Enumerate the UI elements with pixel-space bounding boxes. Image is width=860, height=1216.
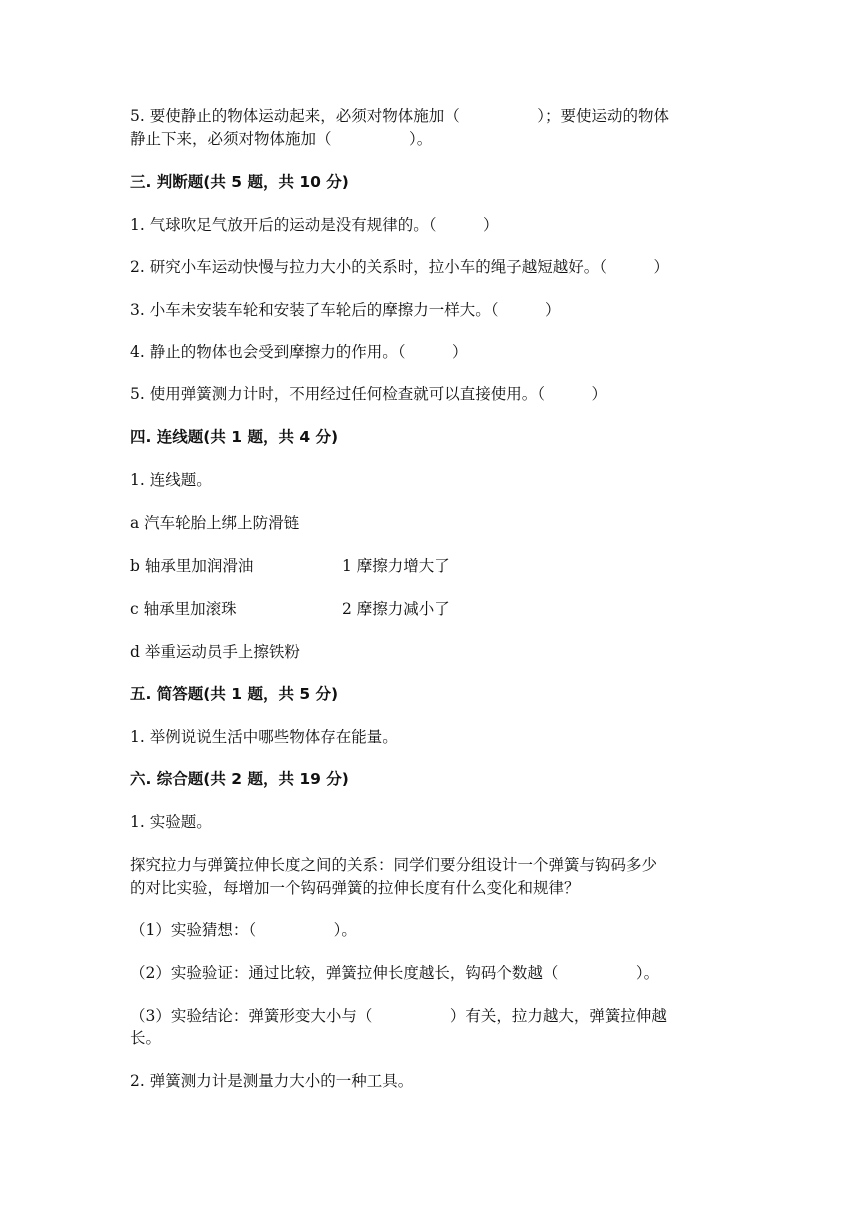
true-false-item-1: 1. 气球吹足气放开后的运动是没有规律的。（ ）: [130, 216, 499, 234]
comprehensive-question-2: 2. 弹簧测力计是测量力大小的一种工具。: [130, 1072, 414, 1090]
question-5-line-2: 静止下来，必须对物体施加（ ）。: [130, 130, 433, 148]
matching-left-item-b: b 轴承里加润滑油: [130, 557, 254, 575]
experiment-intro-line-1: 探究拉力与弹簧拉伸长度之间的关系：同学们要分组设计一个弹簧与钩码多少: [130, 856, 658, 874]
experiment-sub-question-3-line-1: （3）实验结论：弹簧形变大小与（ ）有关，拉力越大，弹簧拉伸越: [130, 1007, 667, 1025]
section-heading-matching: 四. 连线题(共 1 题，共 4 分): [130, 428, 339, 446]
question-5-line-1: 5. 要使静止的物体运动起来，必须对物体施加（ ）；要使运动的物体: [130, 107, 669, 125]
section-heading-comprehensive: 六. 综合题(共 2 题，共 19 分): [130, 770, 349, 788]
true-false-item-3: 3. 小车未安装车轮和安装了车轮后的摩擦力一样大。（ ）: [130, 301, 561, 319]
short-answer-question: 1. 举例说说生活中哪些物体存在能量。: [130, 728, 398, 746]
experiment-intro-line-2: 的对比实验，每增加一个钩码弹簧的拉伸长度有什么变化和规律？: [130, 879, 580, 897]
experiment-sub-question-1: （1）实验猜想：（ ）。: [130, 921, 357, 939]
matching-left-item-d: d 举重运动员手上擦铁粉: [130, 643, 300, 661]
matching-right-item-1: 1 摩擦力增大了: [342, 557, 450, 575]
comprehensive-question-1: 1. 实验题。: [130, 813, 212, 831]
section-heading-true-false: 三. 判断题(共 5 题，共 10 分): [130, 173, 349, 191]
true-false-item-2: 2. 研究小车运动快慢与拉力大小的关系时，拉小车的绳子越短越好。（ ）: [130, 258, 669, 276]
true-false-item-4: 4. 静止的物体也会受到摩擦力的作用。（ ）: [130, 343, 468, 361]
true-false-item-5: 5. 使用弹簧测力计时，不用经过任何检查就可以直接使用。（ ）: [130, 385, 607, 403]
matching-right-item-2: 2 摩擦力减小了: [342, 600, 450, 618]
section-heading-short-answer: 五. 简答题(共 1 题，共 5 分): [130, 685, 339, 703]
experiment-sub-question-2: （2）实验验证：通过比较，弹簧拉伸长度越长，钩码个数越（ ）。: [130, 964, 660, 982]
matching-left-item-c: c 轴承里加滚珠: [130, 600, 237, 618]
matching-left-item-a: a 汽车轮胎上绑上防滑链: [130, 514, 300, 532]
matching-question: 1. 连线题。: [130, 471, 212, 489]
experiment-sub-question-3-line-2: 长。: [130, 1029, 162, 1047]
